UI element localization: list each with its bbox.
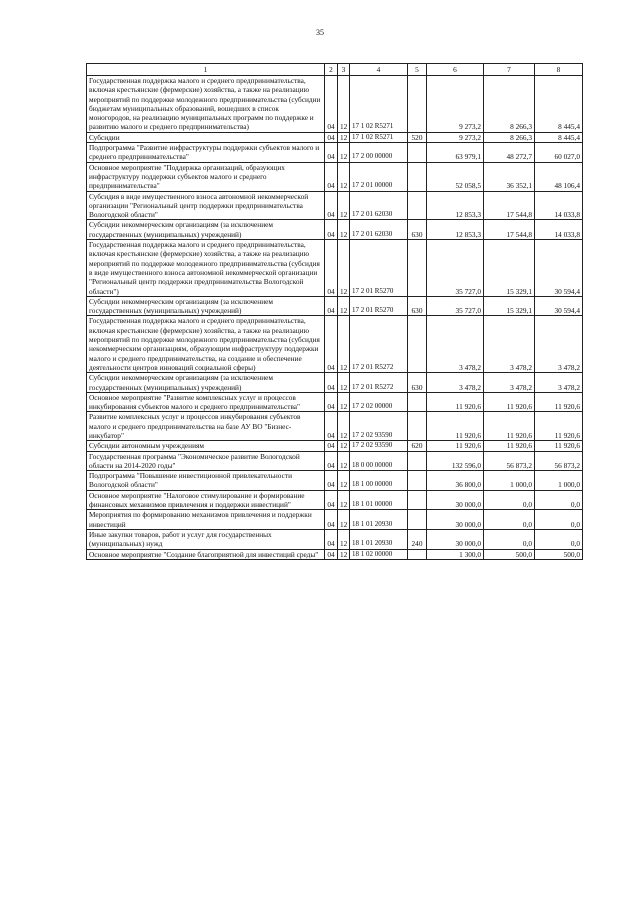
- amount-cell-col8: 14 033,8: [535, 191, 583, 220]
- subsection-code-cell: 12: [338, 441, 350, 451]
- table-row: [87, 76, 583, 133]
- amount-cell-col8: 1 000,0: [535, 471, 583, 491]
- amount-cell-col7: 11 920,6: [484, 441, 535, 451]
- row-name-cell: Иные закупки товаров, работ и услуг для государственных (муниципальных) нужд: [87, 529, 325, 549]
- table-row: [87, 529, 583, 549]
- amount-cell-col6: 36 800,0: [427, 471, 484, 491]
- target-article-cell: 18 1 01 00000: [350, 490, 408, 510]
- table-row: [87, 392, 583, 412]
- table-row: [87, 441, 583, 451]
- amount-cell-col8: 500,0: [535, 549, 583, 559]
- expense-type-cell: [408, 510, 427, 530]
- amount-cell-col6: 9 273,2: [427, 132, 484, 142]
- row-name-cell: Государственная программа "Экономическое развитие Вологодской области на 2014-2020 годы": [87, 451, 325, 471]
- header-cell: 7: [484, 64, 535, 76]
- amount-cell-col7: 3 478,2: [484, 316, 535, 373]
- expense-type-cell: 630: [408, 373, 427, 393]
- subsection-code-cell: 12: [338, 132, 350, 142]
- section-code-cell: 04: [325, 490, 338, 510]
- table-row: [87, 162, 583, 191]
- table-row: [87, 412, 583, 441]
- target-article-cell: 17 2 01 R5270: [350, 296, 408, 316]
- section-code-cell: 04: [325, 471, 338, 491]
- amount-cell-col6: 11 920,6: [427, 392, 484, 412]
- subsection-code-cell: 12: [338, 529, 350, 549]
- target-article-cell: 17 2 01 62030: [350, 191, 408, 220]
- expense-type-cell: 630: [408, 220, 427, 240]
- row-name-cell: Субсидии: [87, 132, 325, 142]
- row-name-cell: Субсидии некоммерческим организациям (за исключением государственных (муниципальных) учреждений): [87, 296, 325, 316]
- row-name-cell: Основное мероприятие "Создание благоприятной для инвестиций среды": [87, 549, 325, 559]
- target-article-cell: 17 1 02 R5271: [350, 76, 408, 133]
- expense-type-cell: [408, 471, 427, 491]
- amount-cell-col8: 8 445,4: [535, 132, 583, 142]
- amount-cell-col6: 52 058,5: [427, 162, 484, 191]
- target-article-cell: 17 2 01 62030: [350, 220, 408, 240]
- amount-cell-col6: 132 596,0: [427, 451, 484, 471]
- amount-cell-col7: 56 873,2: [484, 451, 535, 471]
- section-code-cell: 04: [325, 191, 338, 220]
- table-row: [87, 451, 583, 471]
- table-row: [87, 316, 583, 373]
- amount-cell-col8: 60 027,0: [535, 143, 583, 163]
- row-name-cell: Субсидии некоммерческим организациям (за исключением государственных (муниципальных) учреждений): [87, 373, 325, 393]
- header-cell: 6: [427, 64, 484, 76]
- amount-cell-col8: 3 478,2: [535, 316, 583, 373]
- subsection-code-cell: 12: [338, 162, 350, 191]
- row-name-cell: Основное мероприятие "Поддержка организаций, образующих инфраструктуру поддержки субъектов малого и среднего предпринимательства": [87, 162, 325, 191]
- amount-cell-col7: 8 266,3: [484, 76, 535, 133]
- row-name-cell: Основное мероприятие "Развитие комплексных услуг и процессов инкубирования субъектов малого и среднего предпринимательства": [87, 392, 325, 412]
- amount-cell-col6: 11 920,6: [427, 412, 484, 441]
- target-article-cell: 17 2 02 93590: [350, 441, 408, 451]
- amount-cell-col7: 11 920,6: [484, 412, 535, 441]
- amount-cell-col8: 8 445,4: [535, 76, 583, 133]
- amount-cell-col6: 11 920,6: [427, 441, 484, 451]
- amount-cell-col7: 0,0: [484, 529, 535, 549]
- amount-cell-col6: 63 979,1: [427, 143, 484, 163]
- amount-cell-col7: 1 000,0: [484, 471, 535, 491]
- expense-type-cell: [408, 392, 427, 412]
- expense-type-cell: [408, 143, 427, 163]
- subsection-code-cell: 12: [338, 191, 350, 220]
- section-code-cell: 04: [325, 132, 338, 142]
- section-code-cell: 04: [325, 220, 338, 240]
- amount-cell-col7: 500,0: [484, 549, 535, 559]
- section-code-cell: 04: [325, 373, 338, 393]
- subsection-code-cell: 12: [338, 392, 350, 412]
- section-code-cell: 04: [325, 451, 338, 471]
- section-code-cell: 04: [325, 441, 338, 451]
- amount-cell-col7: 36 352,1: [484, 162, 535, 191]
- page-number: 35: [316, 28, 324, 37]
- expense-type-cell: [408, 451, 427, 471]
- amount-cell-col6: 30 000,0: [427, 510, 484, 530]
- amount-cell-col6: 1 300,0: [427, 549, 484, 559]
- table-row: [87, 296, 583, 316]
- amount-cell-col8: 0,0: [535, 529, 583, 549]
- amount-cell-col7: 17 544,8: [484, 191, 535, 220]
- table-row: [87, 143, 583, 163]
- amount-cell-col6: 3 478,2: [427, 316, 484, 373]
- expense-type-cell: [408, 412, 427, 441]
- expense-type-cell: 630: [408, 296, 427, 316]
- amount-cell-col8: 11 920,6: [535, 441, 583, 451]
- target-article-cell: 17 2 01 00000: [350, 162, 408, 191]
- amount-cell-col7: 0,0: [484, 510, 535, 530]
- expense-type-cell: 520: [408, 132, 427, 142]
- amount-cell-col8: 0,0: [535, 510, 583, 530]
- subsection-code-cell: 12: [338, 316, 350, 373]
- section-code-cell: 04: [325, 143, 338, 163]
- expense-type-cell: 620: [408, 441, 427, 451]
- table-row: [87, 373, 583, 393]
- subsection-code-cell: 12: [338, 510, 350, 530]
- amount-cell-col6: 35 727,0: [427, 240, 484, 297]
- amount-cell-col8: 56 873,2: [535, 451, 583, 471]
- table-body: [87, 76, 583, 560]
- amount-cell-col7: 0,0: [484, 490, 535, 510]
- expense-type-cell: [408, 240, 427, 297]
- amount-cell-col8: 11 920,6: [535, 412, 583, 441]
- subsection-code-cell: 12: [338, 471, 350, 491]
- section-code-cell: 04: [325, 529, 338, 549]
- expense-type-cell: [408, 191, 427, 220]
- amount-cell-col7: 17 544,8: [484, 220, 535, 240]
- row-name-cell: Субсидия в виде имущественного взноса автономной некоммерческой организации "Региональный центр поддержки предпринимательства Вологодской области": [87, 191, 325, 220]
- row-name-cell: Государственная поддержка малого и среднего предпринимательства, включая крестьянские (фермерские) хозяйства, а также на реализацию мероприятий по поддержке молодежного предпринимательства (субсидия в виде имущественного взноса автономной некоммерческой организации "Региональный центр поддержки предпринимательства Вологодской области"): [87, 240, 325, 297]
- subsection-code-cell: 12: [338, 143, 350, 163]
- subsection-code-cell: 12: [338, 373, 350, 393]
- target-article-cell: 18 1 01 20930: [350, 529, 408, 549]
- header-cell: 3: [338, 64, 350, 76]
- subsection-code-cell: 12: [338, 412, 350, 441]
- header-cell: 4: [350, 64, 408, 76]
- row-name-cell: Основное мероприятие "Налоговое стимулирование и формирование финансовых механизмов привлечения и поддержки инвестиций": [87, 490, 325, 510]
- header-cell: 2: [325, 64, 338, 76]
- budget-table: [86, 63, 583, 560]
- row-name-cell: Мероприятия по формированию механизмов привлечения и поддержки инвестиций: [87, 510, 325, 530]
- amount-cell-col8: 30 594,4: [535, 296, 583, 316]
- amount-cell-col6: 35 727,0: [427, 296, 484, 316]
- table-row: [87, 549, 583, 559]
- target-article-cell: 17 2 02 00000: [350, 392, 408, 412]
- amount-cell-col8: 48 106,4: [535, 162, 583, 191]
- target-article-cell: 17 2 02 93590: [350, 412, 408, 441]
- section-code-cell: 04: [325, 549, 338, 559]
- amount-cell-col7: 15 329,1: [484, 240, 535, 297]
- expense-type-cell: [408, 316, 427, 373]
- header-cell: 1: [87, 64, 325, 76]
- section-code-cell: 04: [325, 510, 338, 530]
- subsection-code-cell: 12: [338, 76, 350, 133]
- expense-type-cell: [408, 76, 427, 133]
- subsection-code-cell: 12: [338, 220, 350, 240]
- amount-cell-col8: 11 920,6: [535, 392, 583, 412]
- amount-cell-col8: 3 478,2: [535, 373, 583, 393]
- section-code-cell: 04: [325, 240, 338, 297]
- amount-cell-col8: 14 033,8: [535, 220, 583, 240]
- row-name-cell: Субсидии некоммерческим организациям (за исключением государственных (муниципальных) учреждений): [87, 220, 325, 240]
- amount-cell-col7: 11 920,6: [484, 392, 535, 412]
- row-name-cell: Государственная поддержка малого и среднего предпринимательства, включая крестьянские (фермерские) хозяйства, а также на реализацию мероприятий по поддержке молодежного предпринимательства (субсидии бюджетам муниципальных образований, вошедших в список моногородов, на реализацию муниципальных программ по поддержке и развитию малого и среднего предпринимательства): [87, 76, 325, 133]
- section-code-cell: 04: [325, 162, 338, 191]
- expense-type-cell: [408, 162, 427, 191]
- expense-type-cell: [408, 549, 427, 559]
- target-article-cell: 18 0 00 00000: [350, 451, 408, 471]
- subsection-code-cell: 12: [338, 451, 350, 471]
- section-code-cell: 04: [325, 296, 338, 316]
- table-row: [87, 471, 583, 491]
- row-name-cell: Подпрограмма "Повышение инвестиционной привлекательности Вологодской области": [87, 471, 325, 491]
- header-cell: 5: [408, 64, 427, 76]
- header-cell: 8: [535, 64, 583, 76]
- table-row: [87, 510, 583, 530]
- amount-cell-col8: 30 594,4: [535, 240, 583, 297]
- amount-cell-col7: 3 478,2: [484, 373, 535, 393]
- subsection-code-cell: 12: [338, 549, 350, 559]
- target-article-cell: 17 2 01 R5270: [350, 240, 408, 297]
- table-row: [87, 220, 583, 240]
- target-article-cell: 18 1 01 20930: [350, 510, 408, 530]
- amount-cell-col6: 12 853,3: [427, 220, 484, 240]
- table-row: [87, 490, 583, 510]
- section-code-cell: 04: [325, 392, 338, 412]
- expense-type-cell: [408, 490, 427, 510]
- amount-cell-col6: 12 853,3: [427, 191, 484, 220]
- amount-cell-col6: 30 000,0: [427, 529, 484, 549]
- amount-cell-col6: 9 273,2: [427, 76, 484, 133]
- amount-cell-col7: 8 266,3: [484, 132, 535, 142]
- amount-cell-col6: 30 000,0: [427, 490, 484, 510]
- row-name-cell: Развитие комплексных услуг и процессов инкубирования субъектов малого и среднего предпринимательства на базе АУ ВО "Бизнес-инкубатор": [87, 412, 325, 441]
- target-article-cell: 17 2 01 R5272: [350, 373, 408, 393]
- target-article-cell: 18 1 02 00000: [350, 549, 408, 559]
- amount-cell-col8: 0,0: [535, 490, 583, 510]
- subsection-code-cell: 12: [338, 490, 350, 510]
- amount-cell-col7: 15 329,1: [484, 296, 535, 316]
- amount-cell-col7: 48 272,7: [484, 143, 535, 163]
- subsection-code-cell: 12: [338, 296, 350, 316]
- target-article-cell: 18 1 00 00000: [350, 471, 408, 491]
- target-article-cell: 17 1 02 R5271: [350, 132, 408, 142]
- section-code-cell: 04: [325, 316, 338, 373]
- amount-cell-col6: 3 478,2: [427, 373, 484, 393]
- table-header-row: [87, 64, 583, 76]
- row-name-cell: Подпрограмма "Развитие инфраструктуры поддержки субъектов малого и среднего предпринимательства": [87, 143, 325, 163]
- expense-type-cell: 240: [408, 529, 427, 549]
- section-code-cell: 04: [325, 412, 338, 441]
- row-name-cell: Субсидии автономным учреждениям: [87, 441, 325, 451]
- table-row: [87, 132, 583, 142]
- section-code-cell: 04: [325, 76, 338, 133]
- subsection-code-cell: 12: [338, 240, 350, 297]
- target-article-cell: 17 2 00 00000: [350, 143, 408, 163]
- table-row: [87, 240, 583, 297]
- target-article-cell: 17 2 01 R5272: [350, 316, 408, 373]
- row-name-cell: Государственная поддержка малого и среднего предпринимательства, включая крестьянские (фермерские) хозяйства, а также на реализацию мероприятий по поддержке молодежного предпринимательства (субсидия некоммерческим организациям, образующим инфраструктуру поддержки малого и среднего предпринимательства, на создание и обеспечение деятельности центров инноваций социальной сферы): [87, 316, 325, 373]
- table-row: [87, 191, 583, 220]
